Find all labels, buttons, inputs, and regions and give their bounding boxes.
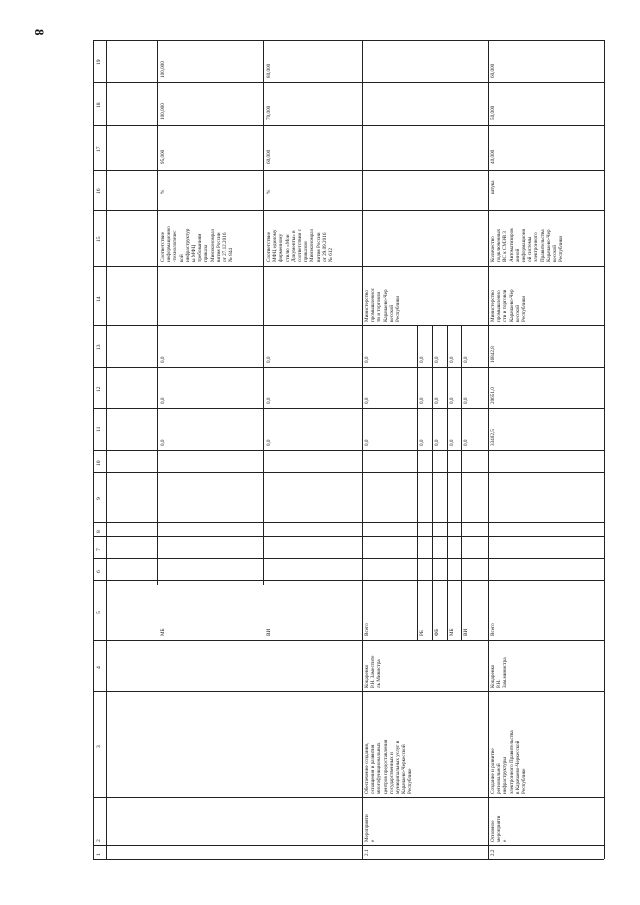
row-a-value-18: 100,000	[160, 103, 166, 120]
row-2-2-total-label: Всего	[490, 623, 496, 636]
grid-line	[106, 40, 107, 859]
grid-line	[93, 536, 604, 537]
row-b-value-13: 0,0	[266, 356, 272, 363]
grid-line	[93, 367, 604, 368]
row-b-value-18: 70,000	[266, 105, 272, 120]
grid-line	[93, 450, 604, 451]
sub-row-source: ВИ	[463, 628, 469, 636]
column-header: 2	[96, 839, 102, 842]
row-2-1-value-11: 0,0	[364, 439, 370, 446]
row-2-1-name: Обеспечение создания, оснащения и развития многофункциональных центров предоставления государственных и муниципальных услуг в Карачаево-Черкесской Республике	[364, 739, 414, 794]
grid-line	[93, 125, 604, 126]
row-b-value-11: 0,0	[266, 439, 272, 446]
row-b-value-19: 80,000	[266, 63, 272, 78]
column-header: 1	[96, 853, 102, 856]
row-a-unit: %	[160, 189, 166, 194]
sub-row-value: 0,0	[419, 439, 425, 446]
grid-line	[93, 845, 604, 846]
page-number: 8	[32, 29, 47, 36]
row-b-indicator: Соответствие МФЦ единому фирменному стилю «Мои Документы» в соответствии с приказом Минэкономраз вития России от 29.09.2016 № 612	[266, 229, 335, 262]
grid-line	[362, 40, 363, 859]
row-2-2-number: 2.2	[490, 849, 496, 856]
column-header: 4	[96, 666, 102, 669]
row-a-value-12: 0,0	[160, 397, 166, 404]
column-header: 13	[96, 344, 102, 350]
grid-line	[93, 472, 604, 473]
column-header: 18	[96, 102, 102, 108]
row-2-2-indicator: Количество подключенных ВС к СМЭВ 3 Автоматизиров анной информационн ой системы электронного Правительства Карачаево-Чер кесской Республики	[490, 228, 565, 262]
column-header: 11	[96, 426, 102, 432]
grid-line	[604, 40, 605, 859]
row-2-1-executor: Министерство промышленнос ти и торговли Карачаево-Чер кесской Республики	[364, 287, 402, 322]
row-2-1-responsible: Коцаренко Р.Н. Заместите ль Министра	[364, 655, 383, 688]
column-header: 15	[96, 236, 102, 242]
row-2-2-value-19: 60,000	[490, 63, 496, 78]
sub-row-source: ФБ	[434, 628, 440, 636]
row-2-2-value-12: 20651,0	[490, 387, 496, 404]
column-header: 10	[96, 460, 102, 466]
row-b-unit: %	[266, 189, 272, 194]
row-b-value-12: 0,0	[266, 397, 272, 404]
grid-line	[93, 797, 604, 798]
grid-line	[93, 266, 604, 267]
grid-line	[93, 170, 604, 171]
grid-line	[93, 408, 604, 409]
grid-line	[93, 859, 604, 860]
sub-row-source: МБ	[449, 628, 455, 636]
sub-row-value: 0,0	[463, 397, 469, 404]
grid-line	[157, 40, 158, 585]
row-a-value-19: 100,000	[160, 61, 166, 78]
grid-line	[93, 82, 604, 83]
row-b-source: ВИ	[266, 628, 272, 636]
grid-line	[93, 691, 604, 692]
grid-line	[93, 580, 604, 581]
row-2-1-total-label: Всего	[364, 623, 370, 636]
row-a-value-17: 95,000	[160, 149, 166, 164]
column-header: 8	[96, 530, 102, 533]
column-header: 12	[96, 386, 102, 392]
grid-line	[93, 558, 604, 559]
column-header: 3	[96, 745, 102, 748]
column-header: 5	[96, 611, 102, 614]
grid-line	[447, 325, 448, 640]
sub-row-value: 0,0	[449, 439, 455, 446]
row-2-1-value-12: 0,0	[364, 397, 370, 404]
row-2-1-value-13: 0,0	[364, 356, 370, 363]
row-2-1-kind: Мероприяти е	[364, 814, 377, 842]
row-2-2-unit: штука	[490, 180, 496, 194]
row-a-source: МБ	[160, 628, 166, 636]
grid-line	[488, 40, 489, 859]
column-header: 6	[96, 570, 102, 573]
sub-row-value: 0,0	[434, 439, 440, 446]
sub-row-value: 0,0	[449, 397, 455, 404]
row-2-2-value-11: 33402,5	[490, 429, 496, 446]
row-2-2-value-18: 50,000	[490, 105, 496, 120]
grid-line	[93, 325, 604, 326]
sub-row-source: РБ	[419, 630, 425, 636]
sub-row-value: 0,0	[419, 397, 425, 404]
column-header: 16	[96, 188, 102, 194]
grid-line	[461, 325, 462, 640]
row-a-value-13: 0,0	[160, 356, 166, 363]
row-a-value-11: 0,0	[160, 439, 166, 446]
sub-row-value: 0,0	[449, 356, 455, 363]
grid-line	[93, 210, 604, 211]
grid-line	[263, 40, 264, 585]
grid-line	[432, 325, 433, 640]
column-header: 9	[96, 497, 102, 500]
row-2-2-executor: Министерство промышленно сти и торговли Карачаево-Чер кесской Республики	[490, 289, 528, 322]
row-2-2-kind: Основное мероприяти е	[490, 815, 509, 842]
grid-line	[93, 40, 604, 41]
column-header: 14	[96, 296, 102, 302]
row-2-2-responsible: Коцаренко Р.Н. Зам.министра	[490, 657, 509, 688]
column-header: 7	[96, 548, 102, 551]
row-a-indicator: Соответствие информационно -технологичес кой инфраструктур ы МФЦ требованиям приказа Минэкономраз вития России от 27.12.2016 № 844	[160, 226, 235, 262]
sub-row-value: 0,0	[463, 439, 469, 446]
sub-row-value: 0,0	[463, 356, 469, 363]
row-2-1-number: 2.1	[364, 849, 370, 856]
grid-line	[417, 325, 418, 640]
grid-line	[93, 640, 604, 641]
sub-row-value: 0,0	[434, 356, 440, 363]
grid-line	[93, 522, 604, 523]
sub-row-value: 0,0	[434, 397, 440, 404]
grid-line	[93, 40, 94, 859]
row-2-2-name: Создание и развитие региональной инфраструктуры электронного Правительства в Карачаево-Черкесской Республике	[490, 730, 528, 794]
row-2-2-value-17: 40,000	[490, 149, 496, 164]
row-b-value-17: 60,000	[266, 149, 272, 164]
sub-row-value: 0,0	[419, 356, 425, 363]
column-header: 17	[96, 146, 102, 152]
column-header: 19	[96, 59, 102, 65]
row-2-2-value-13: 16842,8	[490, 346, 496, 363]
